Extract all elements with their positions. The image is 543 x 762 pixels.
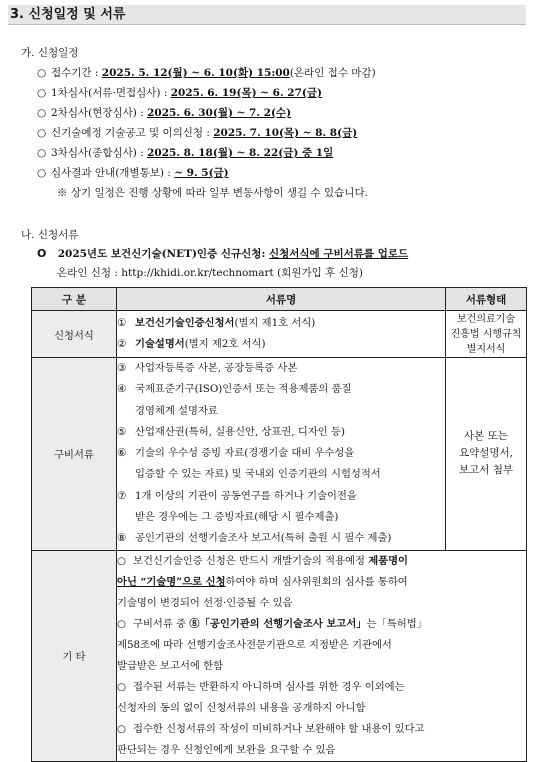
list-item: ② 기술설명서(별지 제2호 서식) xyxy=(117,338,266,350)
list-item xyxy=(117,443,445,464)
note-text: 신청자의 동의 없이 신청서류의 내용을 공개하지 아니함 xyxy=(117,701,366,714)
schedule-suffix: (온라인 접수 마감) xyxy=(289,67,376,79)
section-title: 3. 신청일정 및 서류 xyxy=(8,5,526,25)
category-application-forms: 신청서식 xyxy=(32,311,117,358)
item-number: ⑤ xyxy=(117,425,127,438)
note-text: 제58조에 따라 선행기술조사전문기관으로 지정받은 기관에서 xyxy=(117,638,392,651)
list-item xyxy=(117,358,445,379)
table-row xyxy=(32,358,527,551)
schedule-label: 3차심사(종합심사) : xyxy=(51,147,148,159)
note-text: 판단되는 경우 신청인에게 보완을 요구할 수 있음 xyxy=(117,743,336,756)
item-text: 기술의 우수성 증빙 자료(경쟁기술 대비 우수성을 xyxy=(135,447,355,460)
note-text: 제품명이 xyxy=(368,554,408,567)
note-line xyxy=(117,593,526,614)
documents-heading: 나. 신청서류 xyxy=(21,229,79,241)
note-line xyxy=(117,572,526,593)
documents-table xyxy=(31,287,527,762)
item-number: ⑥ xyxy=(117,447,127,460)
item-number: ④ xyxy=(117,383,127,396)
item-text: 공인기관의 선행기술조사 보고서(특허 출원 시 필수 제출) xyxy=(135,532,392,545)
bullet-icon: ○ xyxy=(37,107,47,119)
schedule-label: 접수기간 : xyxy=(51,67,102,79)
online-application: 온라인 신청 : http://khidi.or.kr/technomart (회원가입 후 신청) xyxy=(57,267,363,279)
schedule-item xyxy=(37,126,357,140)
schedule-date: 2025. 5. 12(월) ~ 6. 10(화) 15:00 xyxy=(101,67,290,79)
documents-main-line xyxy=(37,247,408,261)
bullet-icon: ○ xyxy=(37,67,47,79)
note-line xyxy=(117,614,526,635)
main-bullet: O xyxy=(37,247,47,260)
other-notes xyxy=(117,550,527,761)
schedule-heading: 가. 신청일정 xyxy=(21,47,79,59)
note-text: 아닌 “기술명”으로 신청 xyxy=(117,575,226,588)
schedule-date: 2025. 6. 19(목) ~ 6. 27(금) xyxy=(170,87,322,99)
item-continuation: 경영체계 설명자료 xyxy=(135,404,218,417)
item-continuation: 입증할 수 있는 자료) 및 국내외 인증기관의 시험성적서 xyxy=(135,468,381,481)
note-line xyxy=(117,635,526,656)
table-header-row xyxy=(32,288,527,311)
header-document-type: 서류형태 xyxy=(446,288,527,311)
type-required-documents: 사본 또는 요약설명서, 보고서 첨부 xyxy=(446,358,527,551)
item-text: 국제표준기구(ISO)인증서 또는 적용제품의 품질 xyxy=(135,383,352,396)
note-text: 구비서류 중 xyxy=(133,617,190,630)
bullet-icon: ○ xyxy=(37,167,47,179)
bullet-icon: ○ xyxy=(117,617,126,630)
application-forms-list xyxy=(117,311,446,358)
note-text: 하여야 하며 심사위원회의 심사를 통하여 xyxy=(225,575,408,588)
note-text: 접수된 서류는 반환하지 아니하며 심사를 위한 경우 이외에는 xyxy=(133,680,405,693)
schedule-item xyxy=(37,106,291,120)
item-number: ⑧ xyxy=(117,532,127,545)
bullet-icon: ○ xyxy=(117,554,126,567)
table-row xyxy=(32,311,527,358)
list-item: ① 보건신기술인증신청서(별지 제1호 서식) xyxy=(117,316,316,329)
item-number: ⑦ xyxy=(117,489,127,502)
documents-main-prefix: 2025년도 보건신기술(NET)인증 신규신청: xyxy=(57,248,269,260)
note-text: 보건신기술인증 신청은 반드시 개발기술의 적용예정 xyxy=(133,554,369,567)
note-line xyxy=(117,677,526,698)
note-line xyxy=(117,656,526,677)
note-text: 는「특허법」 xyxy=(366,617,427,630)
table-row xyxy=(32,550,527,761)
documents-main-underlined: 신청서식에 구비서류를 업로드 xyxy=(268,248,409,260)
schedule-note: ※ 상기 일정은 진행 상황에 따라 일부 변동사항이 생길 수 있습니다. xyxy=(57,187,368,199)
note-text: 발급받은 보고서에 한함 xyxy=(117,659,224,672)
note-text: 기술명이 변경되어 선정·인증될 수 있음 xyxy=(117,596,293,609)
schedule-date: ~ 9. 5(금) xyxy=(174,167,229,179)
item-text: 1개 이상의 기관이 공동연구를 하거나 기술이전을 xyxy=(135,489,357,502)
category-other: 기 타 xyxy=(32,550,117,761)
item-continuation: 받은 경우에는 그 증빙자료(해당 시 필수제출) xyxy=(135,511,339,524)
schedule-date: 2025. 7. 10(목) ~ 8. 8(금) xyxy=(213,127,358,139)
schedule-label: 1차심사(서류·면접심사) : xyxy=(51,87,171,99)
schedule-date: 2025. 8. 18(월) ~ 8. 22(금) 중 1일 xyxy=(147,147,334,159)
list-item xyxy=(117,379,445,400)
note-text: 접수한 신청서류의 작성이 미비하거나 보완해야 할 내용이 있다고 xyxy=(133,722,425,735)
type-application-forms: 보건의료기술 진흥법 시행규칙 별지서식 xyxy=(446,311,527,358)
schedule-label: 심사결과 안내(개별통보) : xyxy=(51,167,175,179)
list-item xyxy=(117,422,445,443)
item-number: ③ xyxy=(117,362,127,374)
item-text: 사업자등록증 사본, 공장등록증 사본 xyxy=(135,362,298,374)
note-line xyxy=(117,719,526,740)
note-line xyxy=(117,698,526,719)
list-item xyxy=(117,486,445,507)
bullet-icon: ○ xyxy=(37,87,47,99)
header-category: 구 분 xyxy=(32,288,117,311)
bullet-icon: ○ xyxy=(117,680,126,693)
note-line xyxy=(117,740,526,761)
schedule-item xyxy=(37,86,322,100)
bullet-icon: ○ xyxy=(37,147,47,159)
schedule-item xyxy=(37,66,376,80)
list-item xyxy=(117,528,445,549)
note-line xyxy=(117,551,526,572)
bullet-icon: ○ xyxy=(37,127,47,139)
item-text: 산업재산권(특허, 실용신안, 상표권, 디자인 등) xyxy=(135,425,345,438)
schedule-label: 2차심사(현장심사) : xyxy=(51,107,148,119)
note-text: ⑧「공인기관의 선행기술조사 보고서」 xyxy=(189,617,367,630)
required-documents-list xyxy=(117,358,446,551)
schedule-label: 신기술예정 기술공고 및 이의신청 : xyxy=(51,127,214,139)
schedule-item xyxy=(37,166,229,180)
bullet-icon: ○ xyxy=(117,722,126,735)
header-document-name: 서류명 xyxy=(117,288,446,311)
schedule-item xyxy=(37,146,333,160)
category-required-documents: 구비서류 xyxy=(32,358,117,551)
schedule-date: 2025. 6. 30(월) ~ 7. 2(수) xyxy=(147,107,292,119)
